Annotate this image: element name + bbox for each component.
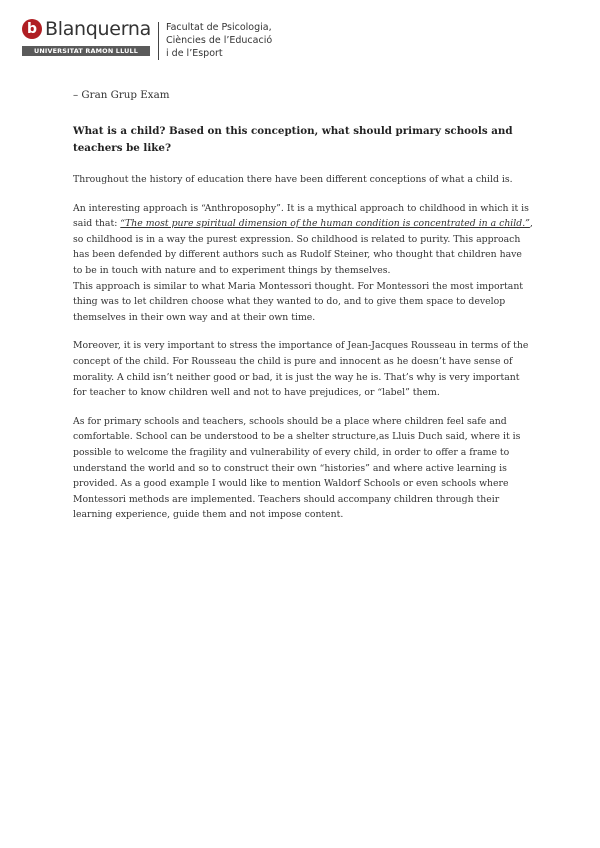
paragraph-anthroposophy xyxy=(73,201,533,279)
paragraph-rousseau: Moreover, it is very important to stress the importance of Jean-Jacques Rousseau in terms of the concept of the child. For Rousseau the child is pure and innocent as he doesn’t have sense of morality. A child isn’t neither good or bad, it is just the way he is. That’s why is very important for teacher to know children well and not to have prejudices, or “label” them. xyxy=(73,340,529,399)
faculty-line-2: Ciències de l’Educació xyxy=(166,35,273,46)
paragraph-schools: As for primary schools and teachers, schools should be a place where children feel safe and comfortable. School can be understood to be a shelter structure,as Lluis Duch said, where it is possible to welcome the fragility and vulnerability of every child, in order to offer a frame to understand the world and so to construct their own “histories” and where active learning is provided. As a good example I would like to mention Waldorf Schools or even schools where Montessori methods are implemented. Teachers should accompany children through their learning experience, guide them and not impose content. xyxy=(73,415,521,521)
header-divider xyxy=(158,22,159,60)
paragraph-montessori: This approach is similar to what Maria Montessori thought. For Montessori the most important thing was to let children choose what they wanted to do, and to give them space to develop themselves in their own way and at their own time. xyxy=(73,280,524,323)
document-body xyxy=(73,88,533,523)
exam-label: – Gran Grup Exam xyxy=(73,89,170,101)
logo-badge-icon: b xyxy=(22,19,42,39)
paragraph-intro: Throughout the history of education there have been different conceptions of what a child is. xyxy=(73,174,513,185)
question-heading: What is a child? Based on this conception, what should primary schools and teachers be like? xyxy=(73,125,513,154)
logo-name: Blanquerna xyxy=(45,18,151,40)
university-bar: UNIVERSITAT RAMON LLULL xyxy=(22,46,150,56)
anthroposophy-text-end: , so childhood is in a way the purest expression. So childhood is related to purity. This approach has been defended by different authors such as Rudolf Steiner, who thought that children have to be in touch with nature and to experiment things by themselves. xyxy=(73,218,533,276)
faculty-line-1: Facultat de Psicologia, xyxy=(166,22,272,33)
anthroposophy-quote: “The most pure spiritual dimension of the human condition is concentrated in a child.” xyxy=(120,218,530,230)
faculty-line-3: i de l’Esport xyxy=(166,48,223,59)
anthroposophy-text-start: An interesting approach is “Anthroposophy”. It is a mythical approach to childhood in which it is said that: xyxy=(73,202,529,230)
institution-logo xyxy=(22,16,151,62)
logo-row xyxy=(22,16,151,42)
faculty-name xyxy=(166,21,272,60)
